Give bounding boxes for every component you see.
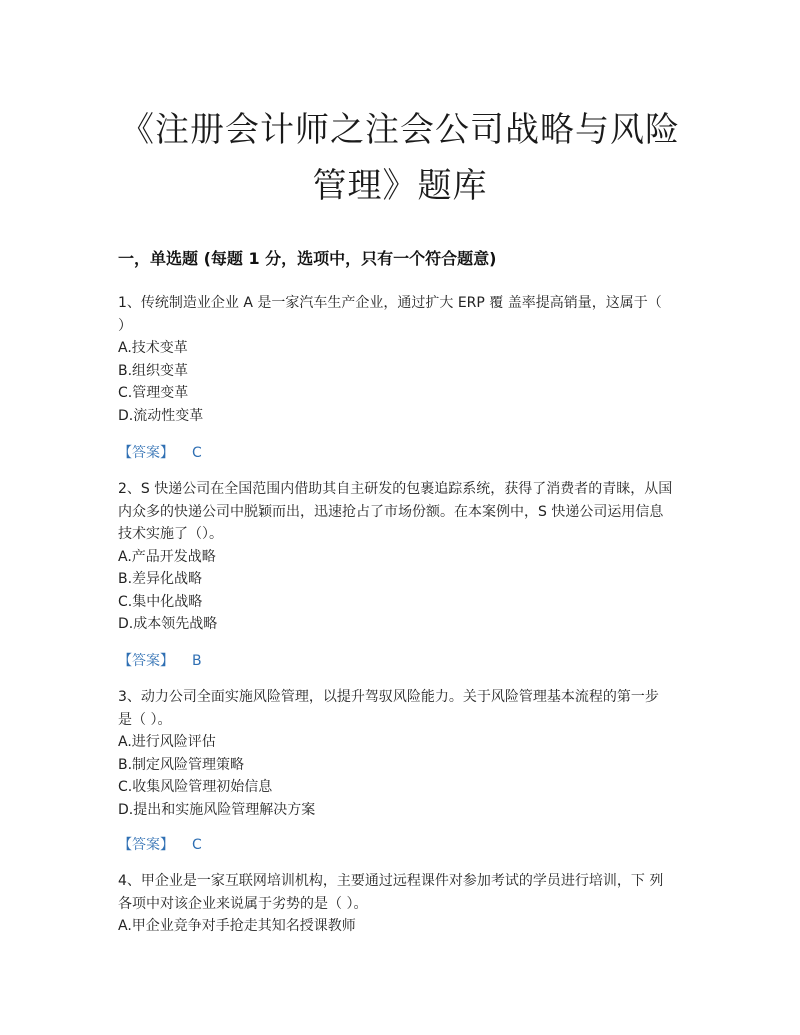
question-text-line: 技术实施了（）。 bbox=[118, 526, 223, 542]
option-c: C.集中化战略 bbox=[118, 593, 203, 610]
question-3 bbox=[118, 686, 688, 821]
answer-tag: 【答案】 bbox=[118, 653, 174, 669]
option-a: A.产品开发战略 bbox=[118, 548, 216, 565]
question-text-line: 各项中对该企业来说属于劣势的是（ ）。 bbox=[118, 895, 368, 912]
answer-value: B bbox=[192, 653, 202, 669]
question-text-line: 3、动力公司全面实施风险管理，以提升驾驭风险能力。关于风险管理基本流程的第一步 bbox=[118, 689, 659, 705]
question-text-line: 1、传统制造业企业 A 是一家汽车生产企业，通过扩大 ERP 覆 盖率提高销量，这属于（ bbox=[118, 295, 662, 311]
title-line-2: 管理》题库 bbox=[312, 166, 488, 206]
option-b: B.制定风险管理策略 bbox=[118, 756, 245, 773]
section-heading: 一，单选题 (每题 1 分，选项中，只有一个符合题意) bbox=[118, 249, 497, 268]
document-title bbox=[100, 102, 700, 214]
answer-tag: 【答案】 bbox=[118, 445, 174, 461]
title-line-1: 《注册会计师之注会公司战略与风险 bbox=[120, 110, 680, 150]
option-b: B.组织变革 bbox=[118, 362, 189, 379]
question-2 bbox=[118, 478, 688, 636]
question-text-line: 是（ ）。 bbox=[118, 711, 172, 728]
option-a: A.技术变革 bbox=[118, 340, 188, 356]
question-text-line: ） bbox=[118, 317, 132, 334]
option-b: B.差异化战略 bbox=[118, 571, 203, 587]
option-c: C.管理变革 bbox=[118, 385, 189, 401]
option-a: A.进行风险评估 bbox=[118, 734, 216, 750]
option-d: D.成本领先战略 bbox=[118, 616, 218, 632]
answer-2 bbox=[118, 650, 202, 670]
answer-3 bbox=[118, 834, 202, 854]
answer-value: C bbox=[192, 445, 202, 461]
option-d: D.提出和实施风险管理解决方案 bbox=[118, 801, 316, 818]
question-text-line: 2、S 快递公司在全国范围内借助其自主研发的包裹追踪系统，获得了消费者的青睐，从国 bbox=[118, 481, 673, 497]
question-text-line: 内众多的快递公司中脱颖而出，迅速抢占了市场份额。在本案例中，S 快递公司运用信息 bbox=[118, 503, 664, 520]
question-text-line: 4、甲企业是一家互联网培训机构，主要通过远程课件对参加考试的学员进行培训，下 列 bbox=[118, 873, 664, 889]
option-c: C.收集风险管理初始信息 bbox=[118, 779, 273, 795]
answer-tag: 【答案】 bbox=[118, 837, 174, 853]
answer-value: C bbox=[192, 837, 202, 853]
answer-1 bbox=[118, 442, 202, 462]
question-4 bbox=[118, 870, 688, 938]
option-d: D.流动性变革 bbox=[118, 407, 204, 424]
question-1 bbox=[118, 292, 688, 427]
option-a: A.甲企业竞争对手抢走其知名授课教师 bbox=[118, 918, 356, 934]
